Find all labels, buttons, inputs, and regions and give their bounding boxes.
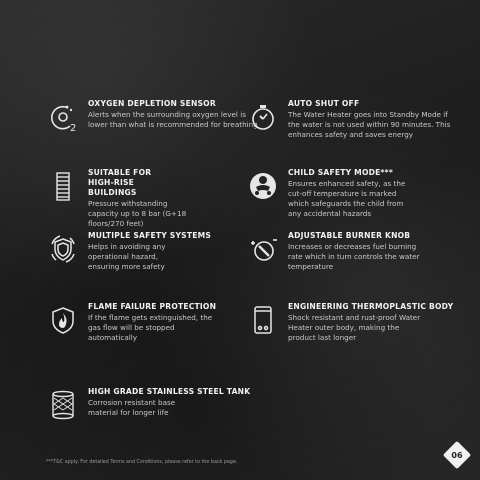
terms-footnote: ***T&C apply. For detailed Terms and Conditions, please refer to the back page. — [46, 460, 238, 465]
feature-title: CHILD SAFETY MODE*** — [288, 168, 393, 177]
knob-icon — [248, 231, 278, 267]
feature-title: FLAME FAILURE PROTECTION — [88, 302, 217, 311]
stopwatch-icon — [248, 99, 278, 135]
feature-title: MULTIPLE SAFETY SYSTEMS — [88, 231, 212, 240]
baby-icon — [248, 168, 278, 204]
feature-description: The Water Heater goes into Standby Mode if the water is not used within 90 minutes. This enhances safety and saves energy — [288, 110, 451, 139]
tank-icon — [48, 387, 78, 423]
heater-body-icon — [248, 302, 278, 338]
feature-description: If the flame gets extinguished, the gas flow will be stopped automatically — [88, 313, 213, 342]
feature-title: ADJUSTABLE BURNER KNOB — [288, 231, 411, 240]
oxygen-sensor-icon — [48, 99, 78, 135]
feature-title: OXYGEN DEPLETION SENSOR — [88, 99, 216, 108]
feature-title: AUTO SHUT OFF — [288, 99, 360, 108]
feature-title: ENGINEERING THERMOPLASTIC BODY — [288, 302, 454, 311]
feature-title: SUITABLE FOR HIGH-RISE BUILDINGS — [88, 168, 152, 197]
feature-description: Alerts when the surrounding oxygen level is lower than what is recommended for breathing — [88, 110, 258, 129]
feature-description: Corrosion resistant base material for longer life — [88, 398, 176, 417]
svg-text:2: 2 — [70, 123, 77, 132]
building-icon — [48, 168, 78, 204]
shield-icon — [48, 231, 78, 267]
feature-title: HIGH GRADE STAINLESS STEEL TANK — [88, 387, 251, 396]
page-number: 06 — [451, 450, 463, 460]
feature-description: Increases or decreases fuel burning rate which in turn controls the water temperature — [288, 242, 420, 271]
feature-description: Shock resistant and rust-proof Water Heater outer body, making the product last longer — [288, 313, 421, 342]
feature-description: Pressure withstanding capacity up to 8 bar (G+18 floors/270 feet) — [88, 199, 187, 228]
feature-description: Ensures enhanced safety, as the cut-off temperature is marked which safeguards the child from any accidental hazards — [288, 179, 406, 218]
feature-description: Helps in avoiding any operational hazard, ensuring more safety — [88, 242, 166, 271]
flame-shield-icon — [48, 302, 78, 338]
